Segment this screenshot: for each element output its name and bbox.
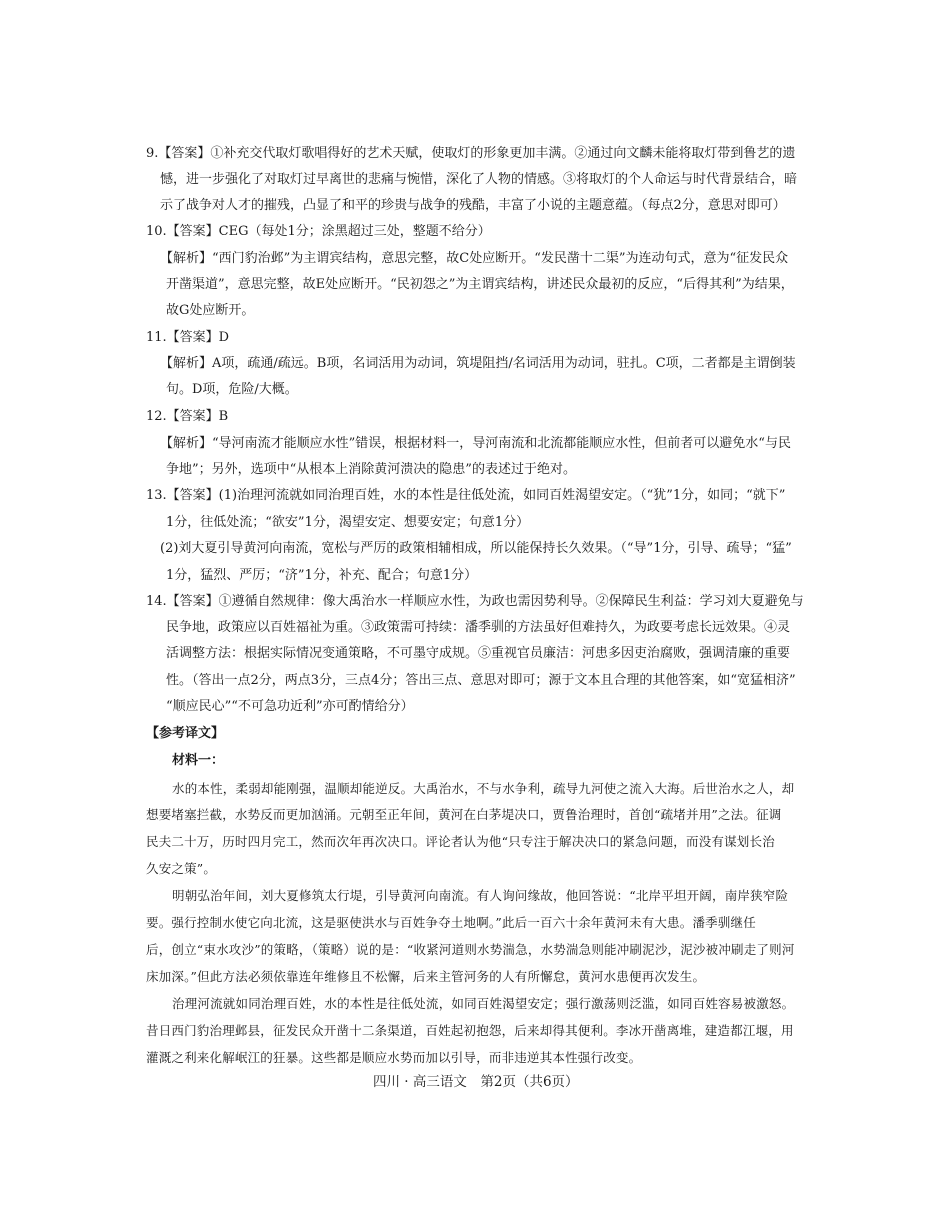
q9-answer-line-1: 9.【答案】①补充交代取灯歌唱得好的艺术天赋，使取灯的形象更加丰满。②通过向文麟未能将取灯带到鲁艺的遗: [146, 146, 796, 161]
translation-p3-line-1: 治理河流就如同治理百姓，水的本性是往低处流，如同百姓渴望安定；强行激荡则泛滥，如同百姓容易被激怒。: [172, 996, 795, 1011]
reference-translation-heading: 【参考译文】: [146, 726, 225, 741]
q10-analysis-line-3: 故G处应断开。: [166, 303, 255, 318]
translation-p2-line-2: 要。强行控制水使它向北流，这是驱使洪水与百姓争夺土地啊。”此后一百六十余年黄河未有大患。潘季驯继任: [146, 915, 756, 930]
q13-answer-line-1: 13.【答案】(1)治理河流就如同治理百姓，水的本性是往低处流，如同百姓渴望安定。（“犹”1分，如同；“就下”: [146, 488, 786, 503]
translation-p2-line-1: 明朝弘治年间，刘大夏修筑太行堤，引导黄河向南流。有人询问缘故，他回答说：“北岸平坦开阔，南岸狭窄险: [172, 888, 789, 903]
q14-answer-line-2: 民争地，政策应以百姓福祉为重。③政策需可持续：潘季驯的方法虽好但难持久，为政要考虑长远效果。④灵: [166, 620, 791, 635]
translation-p3-line-3: 灌溉之利来化解岷江的狂暴。这些都是顺应水势而加以引导，而非违逆其本性强行改变。: [146, 1050, 642, 1065]
q10-analysis-line-2: 开凿渠道”，意思完整，故E处应断开。“民初怨之”为主谓宾结构，讲述民众最初的反应，“后得其利”为结果，: [166, 277, 794, 292]
translation-p1-line-4: 久安之策”。: [146, 861, 217, 876]
q12-analysis-line-1: 【解析】“导河南流才能顺应水性”错误，根据材料一，导河南流和北流都能顺应水性，但前者可以避免水“与民: [160, 436, 791, 451]
q12-analysis-line-2: 争地”；另外，选项中“从根本上消除黄河溃决的隐患”的表述过于绝对。: [166, 462, 576, 477]
q10-answer: 10.【答案】CEG（每处1分；涂黑超过三处，整题不给分）: [146, 224, 491, 239]
translation-p1-line-1: 水的本性，柔弱却能刚强，温顺却能逆反。大禹治水，不与水争利，疏导九河使之流入大海。后世治水之人，却: [172, 781, 795, 796]
q9-answer-line-2: 憾，进一步强化了对取灯过早离世的悲痛与惋惜，深化了人物的情感。③将取灯的个人命运与时代背景结合，暗: [160, 172, 798, 187]
q11-analysis-line-2: 句。D项，危险/大概。: [166, 382, 298, 397]
q13-answer-line-3: (2)刘大夏引导黄河向南流，宽松与严厉的政策相辅相成，所以能保持长久效果。（“导”1分，引导、疏导；“猛”: [160, 541, 792, 556]
q14-answer-line-1: 14.【答案】①遵循自然规律：像大禹治水一样顺应水性，为政也需因势利导。②保障民生利益：学习刘大夏避免与: [146, 594, 804, 609]
q14-answer-line-4: 性。（答出一点2分，两点3分，三点4分；答出三点、意思对即可；源于文本且合理的其他答案，如“宽猛相济”: [166, 673, 796, 688]
q14-answer-line-3: 活调整方法：根据实际情况变通策略，不可墨守成规。⑤重视官员廉洁：河患多因吏治腐败，强调清廉的重要: [166, 646, 791, 661]
q10-analysis-line-1: 【解析】“西门豹治邺”为主谓宾结构，意思完整，故C处应断开。“发民凿十二渠”为连动句式，意为“征发民众: [160, 251, 789, 266]
q12-answer: 12.【答案】B: [146, 409, 229, 424]
translation-p2-line-4: 床加深。”但此方法必须依靠连年维修且不松懈，后来主管河务的人有所懈怠，黄河水患便再次发生。: [146, 969, 706, 984]
translation-p1-line-3: 民夫二十万，历时四月完工，然而次年再次决口。评论者认为他“只专注于解决决口的紧急问题，而没有谋划长治: [146, 834, 775, 849]
page-footer: 四川 · 高三语文 第2页（共6页）: [373, 1074, 579, 1090]
q13-answer-line-2: 1分，往低处流；“欲安”1分，渴望安定、想要安定；句意1分）: [166, 515, 530, 530]
q11-analysis-line-1: 【解析】A项，疏通/疏远。B项，名词活用为动词，筑堤阻挡/名词活用为动词，驻扎。C项，二者都是主谓倒装: [160, 356, 796, 371]
translation-p3-line-2: 昔日西门豹治理邺县，征发民众开凿十二条渠道，百姓起初抱怨，后来却得其便利。李冰开凿离堆，建造都江堰，用: [146, 1023, 794, 1038]
q11-answer: 11.【答案】D: [146, 330, 230, 345]
q14-answer-line-5: “顺应民心”“不可急功近利”亦可酌情给分）: [166, 699, 414, 714]
q13-answer-line-4: 1分，猛烈、严厉；“济”1分，补充、配合；句意1分）: [166, 568, 478, 583]
translation-p2-line-3: 后，创立“束水攻沙”的策略，（策略）说的是：“收紧河道则水势湍急，水势湍急则能冲刷泥沙，泥沙被冲刷走了则河: [146, 942, 795, 957]
q9-answer-line-3: 示了战争对人才的摧残，凸显了和平的珍贵与战争的残酷，丰富了小说的主题意蕴。（每点2分，意思对即可）: [160, 198, 786, 213]
translation-p1-line-2: 想要堵塞拦截，水势反而更加汹涌。元朝至正年间，黄河在白茅堤决口，贾鲁治理时，首创“疏堵并用”之法。征调: [146, 807, 782, 822]
material-one-heading: 材料一：: [172, 753, 225, 768]
